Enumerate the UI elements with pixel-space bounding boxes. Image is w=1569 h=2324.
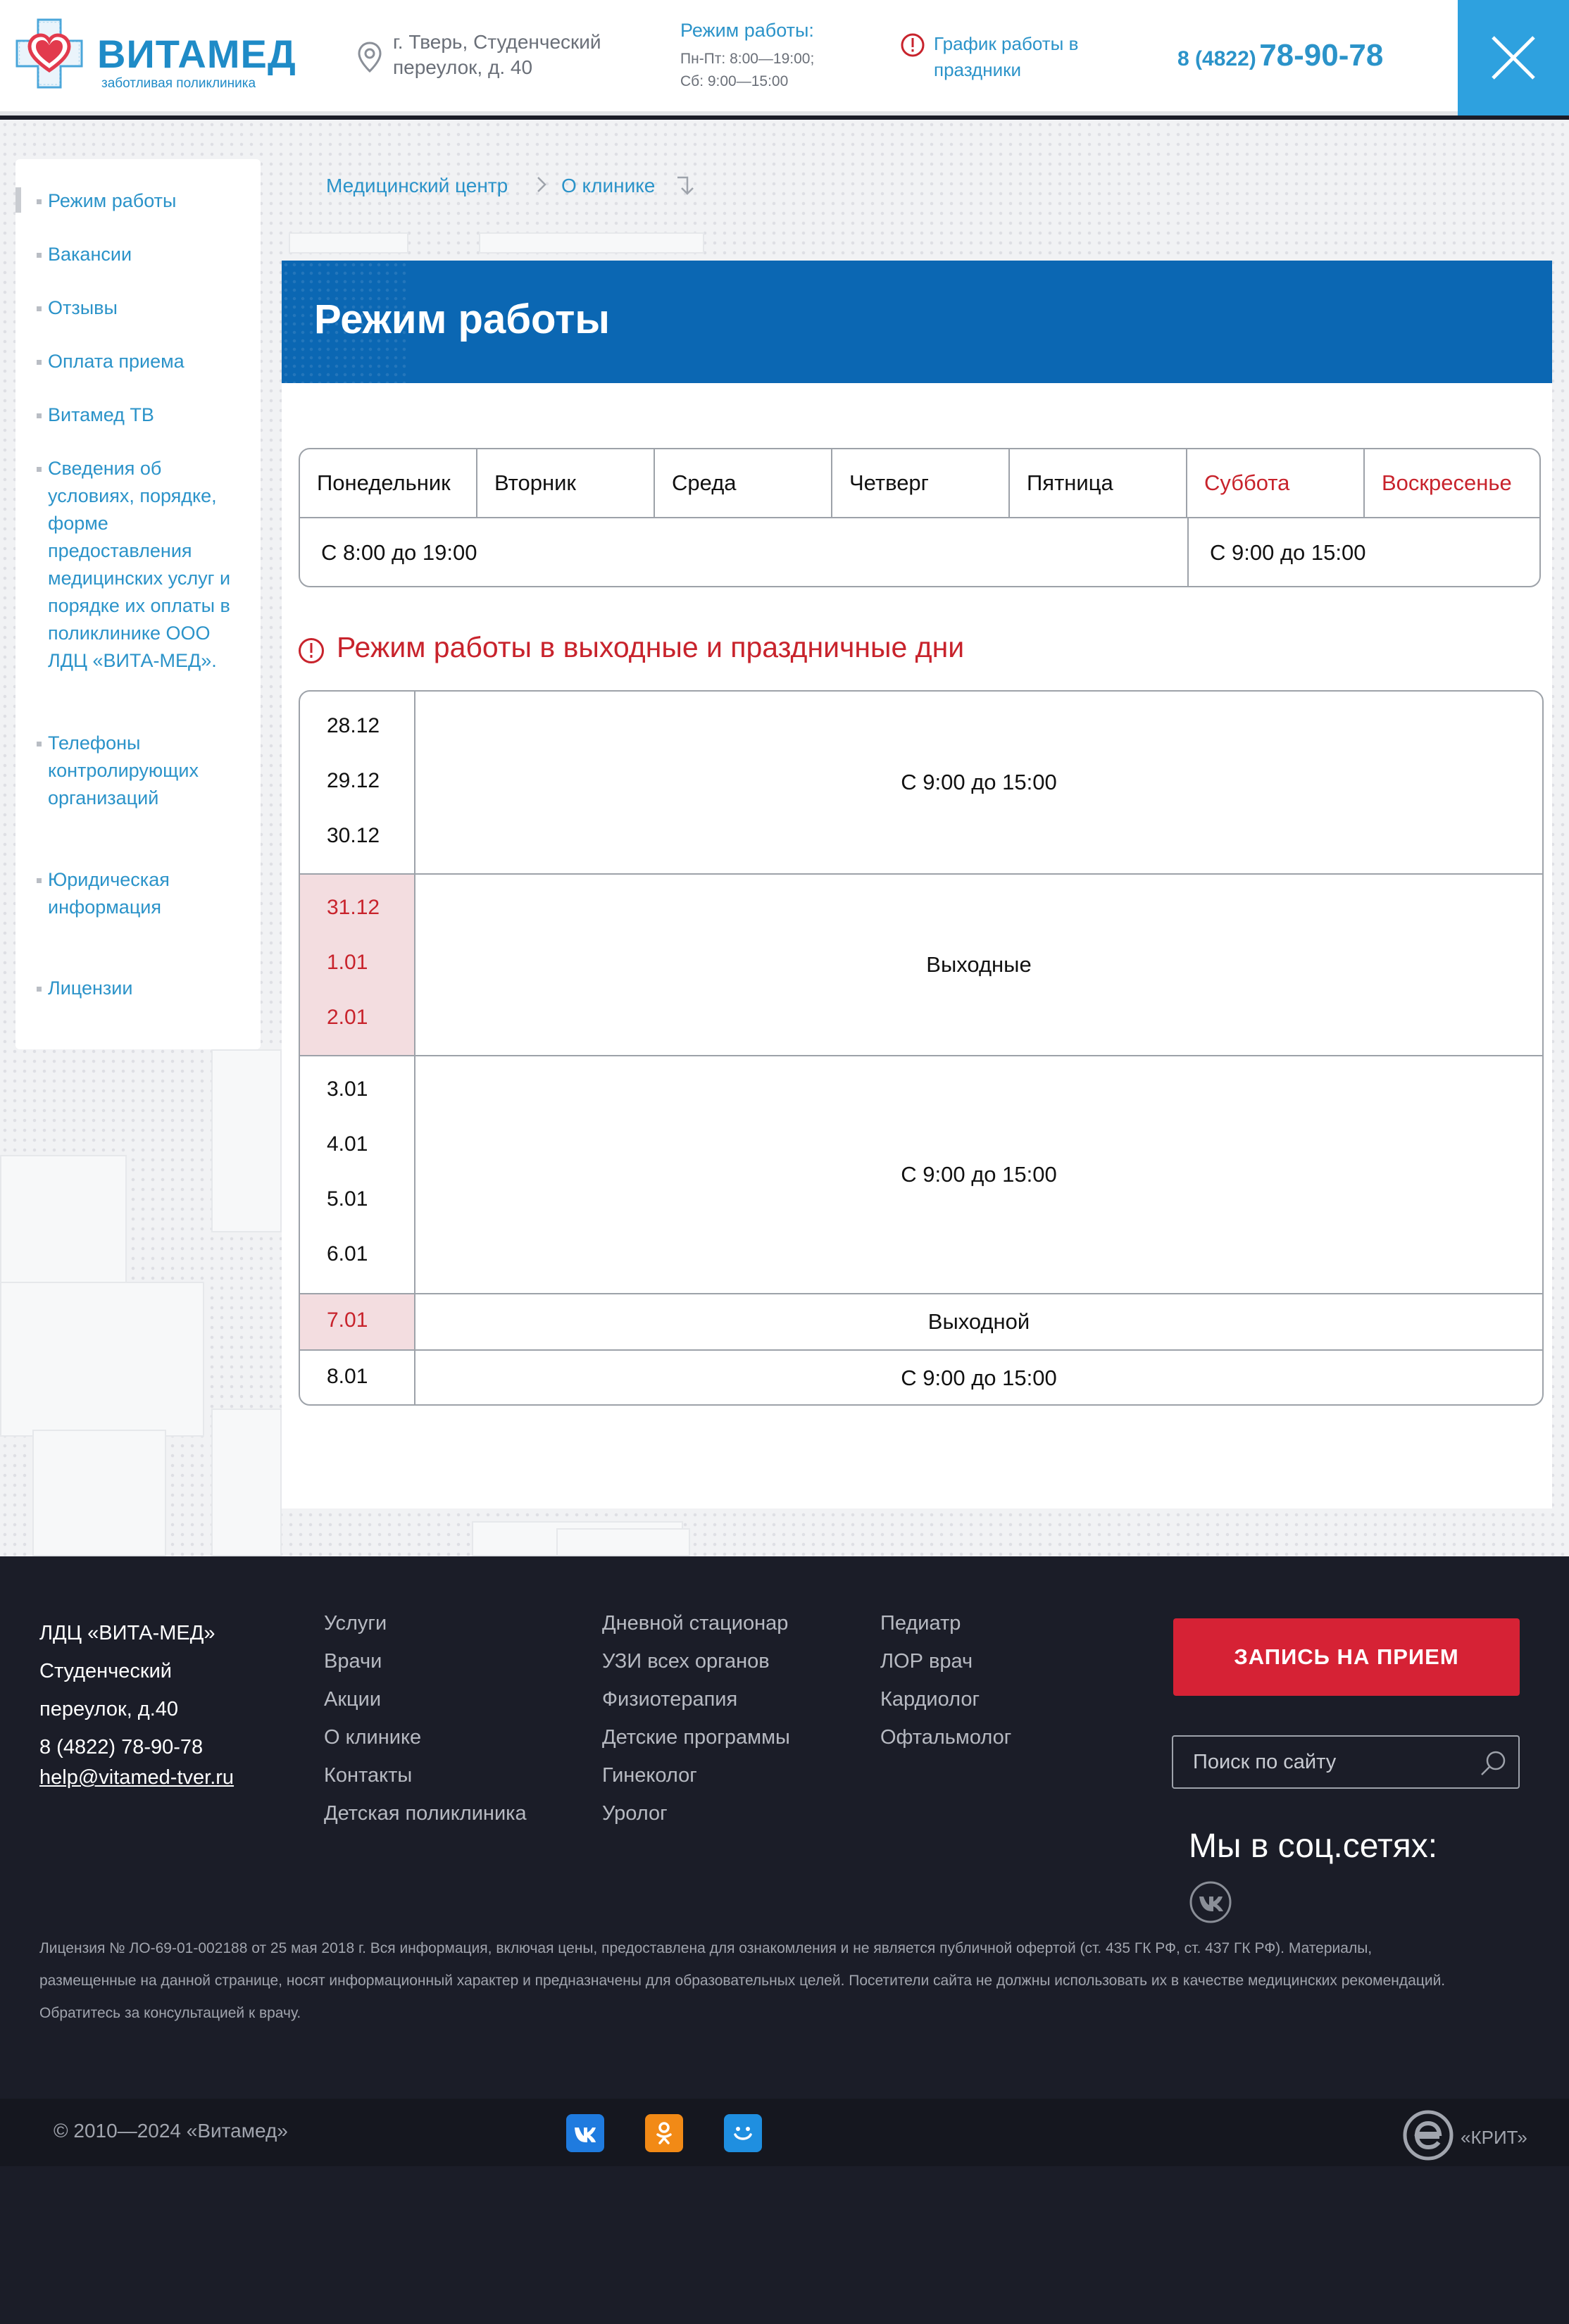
date-text: 4.01 bbox=[327, 1132, 368, 1156]
weekday-hours: С 8:00 до 19:00 bbox=[321, 540, 477, 565]
disclaimer-line-2: размещенные на данной странице, носят информационный характер и предназначены для образовательных целей. Посетители сайта не должны использовать их в качестве медицинских рекомендаций. Обратитесь за консультацией к врачу. bbox=[39, 1973, 1446, 2021]
date-cell bbox=[300, 1351, 415, 1406]
footer-link[interactable]: Детские программы bbox=[602, 1726, 790, 1749]
footer-bottom-bar bbox=[0, 2099, 1569, 2166]
table-row bbox=[300, 875, 1542, 1056]
date-text: 30.12 bbox=[327, 824, 380, 847]
sidebar-item-service-conditions[interactable]: Сведения об условиях, порядке, форме предоставления медицинских услуг и порядке их оплаты в поликлинике ООО ЛДЦ «ВИТА-МЕД». bbox=[48, 455, 252, 675]
footer-disclaimer bbox=[39, 1932, 1525, 2030]
decor-pattern bbox=[32, 1430, 166, 1556]
site-logo[interactable] bbox=[14, 17, 296, 94]
decor-pattern bbox=[289, 232, 408, 254]
footer-link[interactable]: Уролог bbox=[602, 1802, 668, 1825]
footer-link[interactable]: Врачи bbox=[324, 1650, 382, 1673]
search-icon[interactable] bbox=[1477, 1748, 1508, 1779]
date-text: 5.01 bbox=[327, 1187, 368, 1211]
dropdown-arrow-icon[interactable] bbox=[675, 173, 696, 197]
table-header-day-weekend: Суббота bbox=[1187, 449, 1365, 517]
table-row bbox=[300, 1351, 1542, 1406]
footer-address-2: переулок, д.40 bbox=[39, 1698, 179, 1720]
table-header-day-weekend: Воскресенье bbox=[1382, 470, 1512, 495]
footer-link[interactable]: Офтальмолог bbox=[880, 1726, 1012, 1749]
copyright: © 2010—2024 «Витамед» bbox=[54, 2120, 288, 2142]
footer-link[interactable]: О клинике bbox=[324, 1726, 422, 1749]
table-row bbox=[300, 692, 1542, 875]
holiday-schedule-table bbox=[299, 690, 1544, 1406]
header-hours-title: Режим работы: bbox=[680, 20, 814, 41]
sidebar-item-reviews[interactable]: Отзывы bbox=[48, 294, 252, 322]
sidebar-item-legal-info[interactable]: Юридическая информация bbox=[48, 866, 175, 921]
site-footer bbox=[0, 1556, 1569, 2324]
table-header-day: Среда bbox=[655, 449, 832, 517]
header-hours-weekdays: Пн-Пт: 8:00—19:00; bbox=[680, 51, 815, 67]
table-row bbox=[300, 1056, 1542, 1294]
holiday-schedule-title: Режим работы в выходные и праздничные дни bbox=[337, 631, 965, 663]
date-cell bbox=[300, 875, 415, 1055]
header-hours-saturday: Сб: 9:00—15:00 bbox=[680, 73, 789, 89]
decor-pattern bbox=[211, 1049, 282, 1232]
footer-link[interactable]: Физиотерапия bbox=[602, 1688, 738, 1711]
hours-cell: Выходные bbox=[926, 952, 1032, 977]
date-cell bbox=[300, 1294, 415, 1349]
footer-link[interactable]: Услуги bbox=[324, 1612, 387, 1635]
footer-link[interactable]: Кардиолог bbox=[880, 1688, 980, 1711]
vk-icon[interactable] bbox=[1189, 1880, 1232, 1924]
alert-circle-icon bbox=[297, 637, 325, 665]
decor-pattern bbox=[479, 232, 704, 254]
breadcrumb-item-about-clinic[interactable]: О клинике bbox=[561, 175, 656, 196]
sidebar-item-control-phones[interactable]: Телефоны контролирующих организаций bbox=[48, 730, 203, 812]
logo-cross-heart-icon bbox=[14, 17, 85, 90]
site-search bbox=[1172, 1735, 1520, 1789]
decor-pattern bbox=[0, 1155, 127, 1296]
date-text: 28.12 bbox=[327, 714, 380, 737]
close-menu-button[interactable] bbox=[1458, 0, 1569, 115]
close-icon bbox=[1489, 33, 1538, 82]
decor-pattern bbox=[211, 1408, 282, 1556]
decor-pattern bbox=[556, 1528, 690, 1556]
sidebar-item-payment[interactable]: Оплата приема bbox=[48, 348, 252, 375]
krit-logo-icon bbox=[1401, 2109, 1455, 2162]
odnoklassniki-icon[interactable] bbox=[645, 2114, 683, 2152]
footer-link[interactable]: Контакты bbox=[324, 1764, 413, 1787]
header-phone[interactable] bbox=[1177, 38, 1383, 73]
logo-name: ВИТАМЕД bbox=[97, 32, 296, 76]
active-indicator bbox=[15, 187, 21, 213]
footer-menu-col-2 bbox=[602, 1604, 790, 1832]
sidebar-menu bbox=[15, 159, 261, 1049]
footer-phone[interactable]: 8 (4822) 78-90-78 bbox=[39, 1736, 204, 1758]
footer-email-link[interactable]: help@vitamed-tver.ru bbox=[39, 1766, 235, 1789]
logo-tagline: заботливая поликлиника bbox=[101, 76, 256, 91]
table-header-day: Понедельник bbox=[300, 449, 477, 517]
phone-number: 78-90-78 bbox=[1259, 38, 1384, 73]
search-input[interactable] bbox=[1173, 1737, 1469, 1787]
page-title-bar bbox=[282, 261, 1552, 383]
hours-cell: С 9:00 до 15:00 bbox=[901, 1366, 1057, 1390]
site-header bbox=[0, 0, 1569, 115]
footer-link[interactable]: Гинеколог bbox=[602, 1764, 697, 1787]
date-text: 31.12 bbox=[327, 896, 380, 919]
breadcrumb-item-medical-center[interactable]: Медицинский центр bbox=[326, 175, 508, 196]
footer-contacts bbox=[39, 1614, 272, 1766]
date-text: 2.01 bbox=[327, 1006, 368, 1029]
breadcrumb-current bbox=[561, 175, 655, 197]
sidebar-item-vitamed-tv[interactable]: Витамед ТВ bbox=[48, 401, 252, 429]
page-title: Режим работы bbox=[314, 296, 610, 342]
table-header-day: Четверг bbox=[832, 449, 1010, 517]
book-appointment-button[interactable]: ЗАПИСЬ НА ПРИЕМ bbox=[1173, 1618, 1520, 1696]
date-text: 7.01 bbox=[327, 1308, 368, 1332]
chevron-right-icon bbox=[534, 172, 551, 197]
footer-company: ЛДЦ «ВИТА-МЕД» bbox=[39, 1622, 215, 1644]
breadcrumb bbox=[326, 175, 508, 197]
developer-name: «КРИТ» bbox=[1461, 2127, 1527, 2148]
hours-cell: С 9:00 до 15:00 bbox=[901, 1162, 1057, 1187]
date-cell bbox=[300, 1056, 415, 1293]
date-text: 3.01 bbox=[327, 1077, 368, 1101]
footer-link[interactable]: Детская поликлиника bbox=[324, 1802, 527, 1825]
sidebar-item-work-hours[interactable]: Режим работы bbox=[48, 187, 252, 215]
sidebar-item-vacancies[interactable]: Вакансии bbox=[48, 241, 252, 268]
footer-link[interactable]: ЛОР врач bbox=[880, 1650, 973, 1673]
footer-menu-col-1 bbox=[324, 1604, 527, 1832]
moimir-icon[interactable] bbox=[724, 2114, 762, 2152]
date-text: 1.01 bbox=[327, 951, 368, 974]
date-text: 6.01 bbox=[327, 1242, 368, 1266]
footer-menu-col-3 bbox=[880, 1604, 1011, 1756]
date-cell bbox=[300, 692, 415, 873]
footer-link[interactable]: Педиатр bbox=[880, 1612, 961, 1635]
social-title: Мы в соц.сетях: bbox=[1189, 1828, 1438, 1865]
disclaimer-line-1: Лицензия № ЛО-69-01-002188 от 25 мая 2018 г. Вся информация, включая цены, предоставлена для ознакомления и не является публичной офертой (ст. 435 ГК РФ, ст. 437 ГК РФ). Материалы, bbox=[39, 1940, 1373, 1956]
developer-logo[interactable] bbox=[1401, 2110, 1556, 2161]
footer-link[interactable]: Дневной стационар bbox=[602, 1612, 789, 1635]
phone-code: 8 (4822) bbox=[1177, 47, 1256, 70]
location-pin-icon bbox=[356, 41, 384, 73]
table-row bbox=[300, 1294, 1542, 1351]
weekly-schedule-table bbox=[299, 448, 1541, 587]
weekend-hours: С 9:00 до 15:00 bbox=[1210, 540, 1366, 565]
footer-address-1: Студенческий bbox=[39, 1660, 172, 1682]
holiday-schedule-link[interactable]: График работы в праздники bbox=[934, 33, 1079, 80]
footer-link[interactable]: УЗИ всех органов bbox=[602, 1650, 770, 1673]
date-text: 8.01 bbox=[327, 1365, 368, 1388]
table-header-day: Пятница bbox=[1010, 449, 1187, 517]
header-address: г. Тверь, Студенческий переулок, д. 40 bbox=[393, 31, 601, 78]
main-content-card bbox=[282, 261, 1552, 1508]
date-text: 29.12 bbox=[327, 769, 380, 792]
alert-circle-icon bbox=[900, 32, 925, 58]
hours-cell: С 9:00 до 15:00 bbox=[901, 770, 1057, 794]
hours-cell: Выходной bbox=[927, 1309, 1030, 1334]
table-header-day: Вторник bbox=[477, 449, 655, 517]
sidebar-item-licenses[interactable]: Лицензии bbox=[48, 975, 252, 1002]
decor-pattern bbox=[0, 1282, 204, 1437]
footer-link[interactable]: Акции bbox=[324, 1688, 382, 1711]
vk-icon[interactable] bbox=[566, 2114, 604, 2152]
